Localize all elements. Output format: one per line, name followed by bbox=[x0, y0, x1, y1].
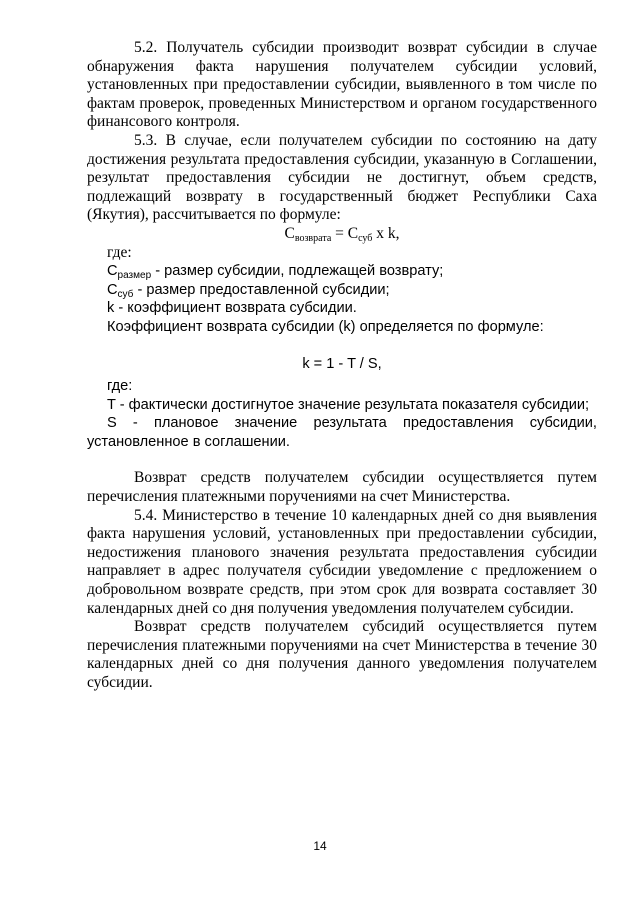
formula-sub-vozvrata: возврата bbox=[294, 232, 332, 244]
definition-c-sub bbox=[87, 281, 597, 300]
def1-c: С bbox=[107, 263, 118, 280]
coefficient-formula: k = 1 - T / S, bbox=[302, 355, 382, 372]
definition-s: S - плановое значение результата предоставления субсидии, установленное в соглашении. bbox=[87, 415, 597, 450]
return-paragraph-1: Возврат средств получателем субсидии осуществляется путем перечисления платежными поручениями на счет Министерства. bbox=[87, 469, 597, 506]
def1-text: - размер субсидии, подлежащей возврату; bbox=[151, 263, 444, 280]
paragraph-5-4: 5.4. Министерство в течение 10 календарных дней со дня выявления факта нарушения условий, установленных при предоставлении субсидии, недостижения планового значения результата предоставления субсидии направляет в адрес получателя субсидии уведомление с предложением о добровольном возврате средств, при этом срок для возврата составляет 30 календарных дней со дня получения уведомления получателем субсидии. bbox=[87, 506, 597, 617]
where-label-1: где: bbox=[107, 243, 132, 261]
formula-sub-sub: суб bbox=[358, 232, 373, 244]
return-paragraph-2: Возврат средств получателем субсидий осуществляется путем перечисления платежными поручениями на счет Министерства в течение 30 календарных дней со дня получения данного уведомления получателем субсидии. bbox=[87, 618, 597, 691]
def2-text: - размер предоставленной субсидии; bbox=[133, 281, 390, 298]
where-label-2: где: bbox=[107, 378, 133, 395]
definition-c-razmer bbox=[87, 262, 597, 281]
def2-c: С bbox=[107, 281, 118, 298]
definition-k: k - коэффициент возврата субсидии. bbox=[107, 300, 357, 317]
page-number: 14 bbox=[313, 839, 327, 853]
return-formula bbox=[87, 225, 597, 244]
document-page bbox=[87, 39, 597, 693]
coefficient-formula-intro: Коэффициент возврата субсидии (k) определяется по формуле: bbox=[107, 318, 544, 335]
definition-t: T - фактически достигнутое значение результата показателя субсидии; bbox=[107, 396, 590, 413]
def1-sub: размер bbox=[117, 270, 152, 282]
paragraph-5-3: 5.3. В случае, если получателем субсидии по состоянию на дату достижения результата предоставления субсидии, указанную в Соглашении, результат предоставления субсидии не достигнут, объем средств, подлежащий возврату в государственный бюджет Республики Саха (Якутия), рассчитывается по формуле: bbox=[87, 131, 597, 224]
formula-eq: = С bbox=[331, 224, 359, 242]
formula-tail: х k, bbox=[372, 224, 400, 242]
formula-c: С bbox=[284, 224, 295, 242]
paragraph-5-2: 5.2. Получатель субсидии производит возврат субсидии в случае обнаружения факта нарушения получателем субсидии условий, установленных при предоставлении субсидии, выявленного в том числе по фактам проверок, проведенных Министерством и органом государственного финансового контроля. bbox=[87, 39, 597, 131]
def2-sub: суб bbox=[117, 288, 134, 300]
